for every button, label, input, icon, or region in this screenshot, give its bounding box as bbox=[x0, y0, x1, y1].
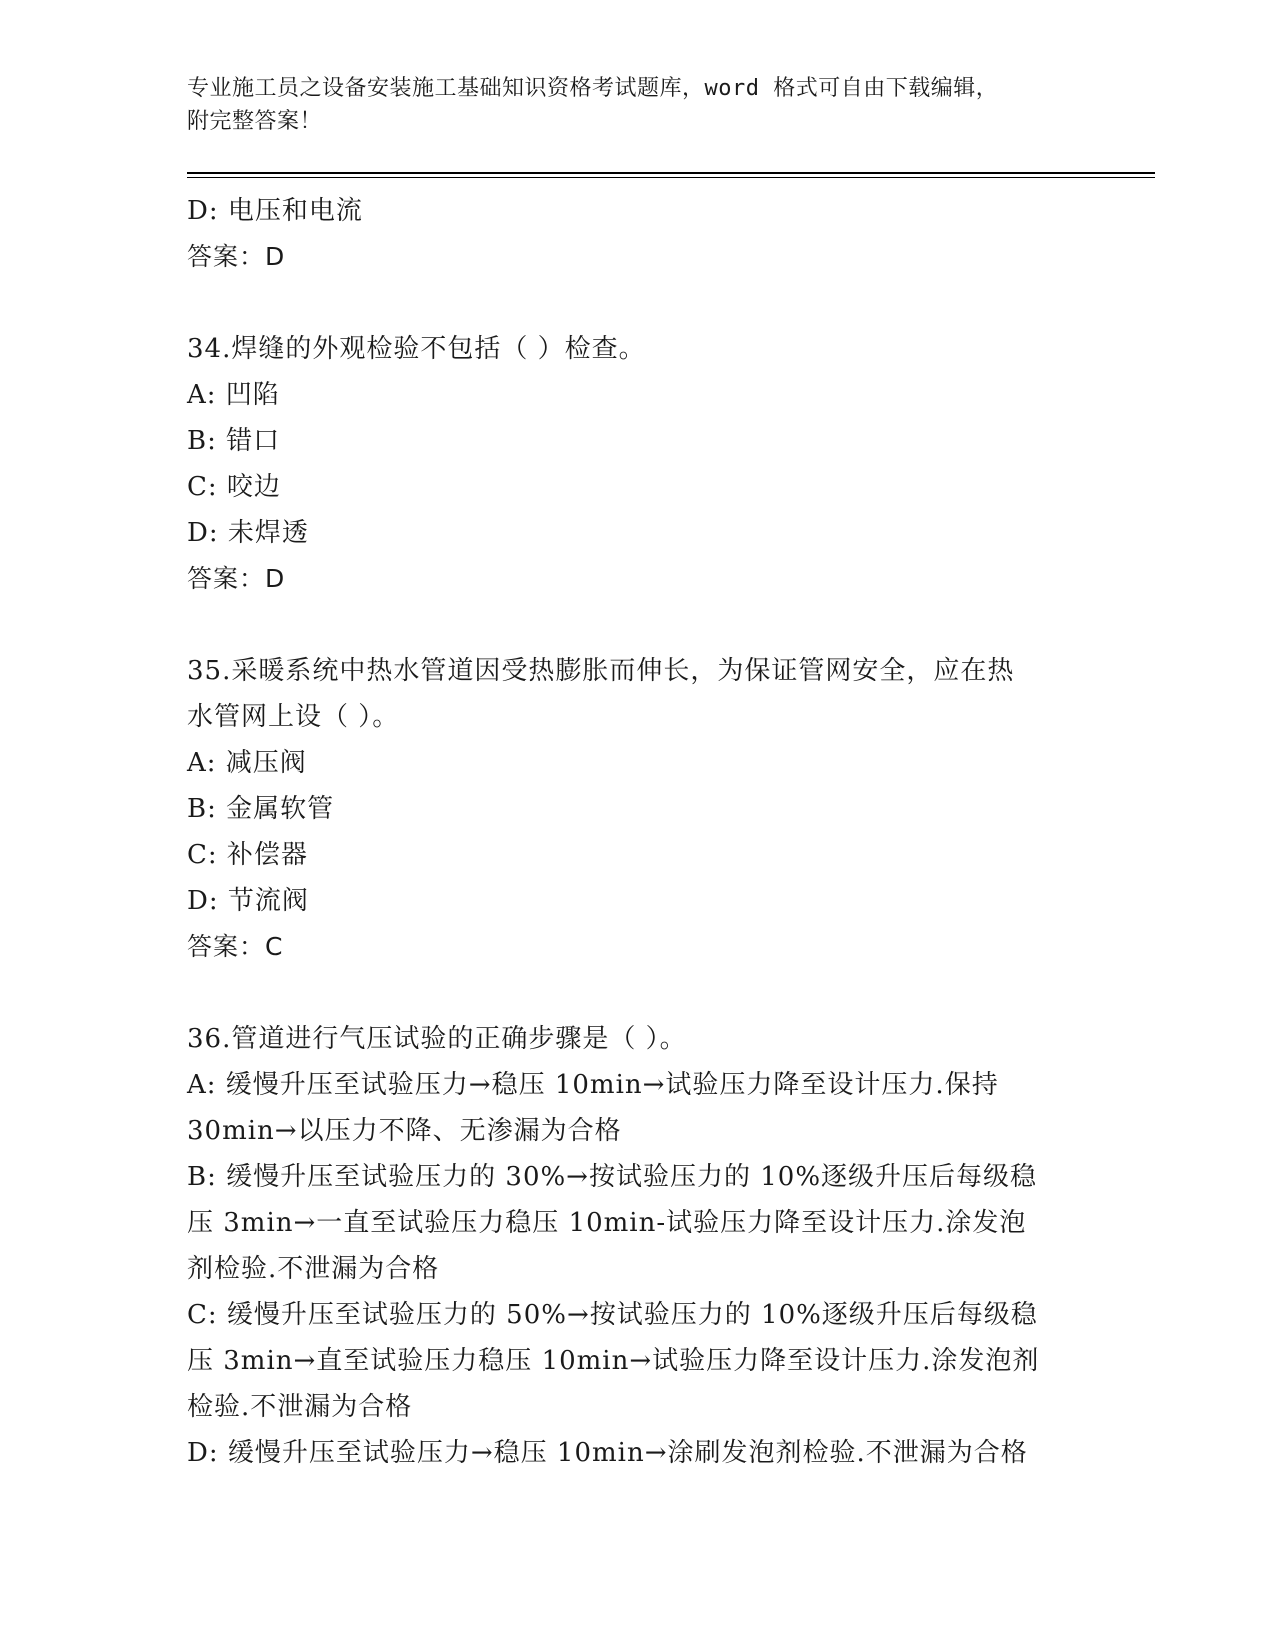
question-35-stem-line-1: 35.采暖系统中热水管道因受热膨胀而伸长，为保证管网安全，应在热 bbox=[187, 656, 1015, 686]
question-36 bbox=[187, 1016, 1155, 1476]
question-35-option-a: A: 减压阀 bbox=[187, 748, 307, 778]
question-36-option-a-line-1: A: 缓慢升压至试验压力→稳压 10min→试验压力降至设计压力.保持 bbox=[187, 1070, 999, 1100]
question-35-answer: 答案：C bbox=[187, 932, 284, 961]
question-34-option-d: D: 未焊透 bbox=[187, 518, 309, 548]
question-35-option-c: C: 补偿器 bbox=[187, 840, 308, 870]
prev-answer: 答案：D bbox=[187, 242, 286, 271]
question-34-option-c: C: 咬边 bbox=[187, 472, 281, 502]
question-34 bbox=[187, 326, 1155, 602]
question-35-option-b: B: 金属软管 bbox=[187, 794, 335, 824]
header-divider bbox=[187, 172, 1155, 178]
question-36-option-c-line-2: 压 3min→直至试验压力稳压 10min→试验压力降至设计压力.涂发泡剂 bbox=[187, 1346, 1040, 1376]
question-35-option-d: D: 节流阀 bbox=[187, 886, 309, 916]
header-line-1: 专业施工员之设备安装施工基础知识资格考试题库，word 格式可自由下载编辑， bbox=[187, 76, 999, 101]
spacer bbox=[187, 280, 1155, 326]
question-36-option-a-line-2: 30min→以压力不降、无渗漏为合格 bbox=[187, 1116, 622, 1146]
question-36-option-b-line-2: 压 3min→一直至试验压力稳压 10min-试验压力降至设计压力.涂发泡 bbox=[187, 1208, 1027, 1238]
document-header bbox=[187, 72, 1155, 138]
question-36-option-c-line-1: C: 缓慢升压至试验压力的 50%→按试验压力的 10%逐级升压后每级稳 bbox=[187, 1300, 1038, 1330]
prev-option-d: D: 电压和电流 bbox=[187, 196, 363, 226]
question-content bbox=[187, 188, 1155, 1476]
question-36-option-b-line-1: B: 缓慢升压至试验压力的 30%→按试验压力的 10%逐级升压后每级稳 bbox=[187, 1162, 1038, 1192]
question-34-option-a: A: 凹陷 bbox=[187, 380, 280, 410]
question-36-stem: 36.管道进行气压试验的正确步骤是（ ）。 bbox=[187, 1024, 687, 1054]
header-line-2: 附完整答案！ bbox=[187, 109, 323, 134]
question-36-option-b-line-3: 剂检验.不泄漏为合格 bbox=[187, 1254, 440, 1284]
question-36-option-c-line-3: 检验.不泄漏为合格 bbox=[187, 1392, 413, 1422]
spacer bbox=[187, 602, 1155, 648]
question-34-option-b: B: 错口 bbox=[187, 426, 281, 456]
question-36-option-d: D: 缓慢升压至试验压力→稳压 10min→涂刷发泡剂检验.不泄漏为合格 bbox=[187, 1438, 1028, 1468]
question-34-answer: 答案：D bbox=[187, 564, 286, 593]
spacer bbox=[187, 970, 1155, 1016]
question-35 bbox=[187, 648, 1155, 970]
question-34-stem: 34.焊缝的外观检验不包括（ ）检查。 bbox=[187, 334, 646, 364]
question-35-stem-line-2: 水管网上设（ ）。 bbox=[187, 702, 400, 732]
document-page bbox=[187, 72, 1155, 1476]
